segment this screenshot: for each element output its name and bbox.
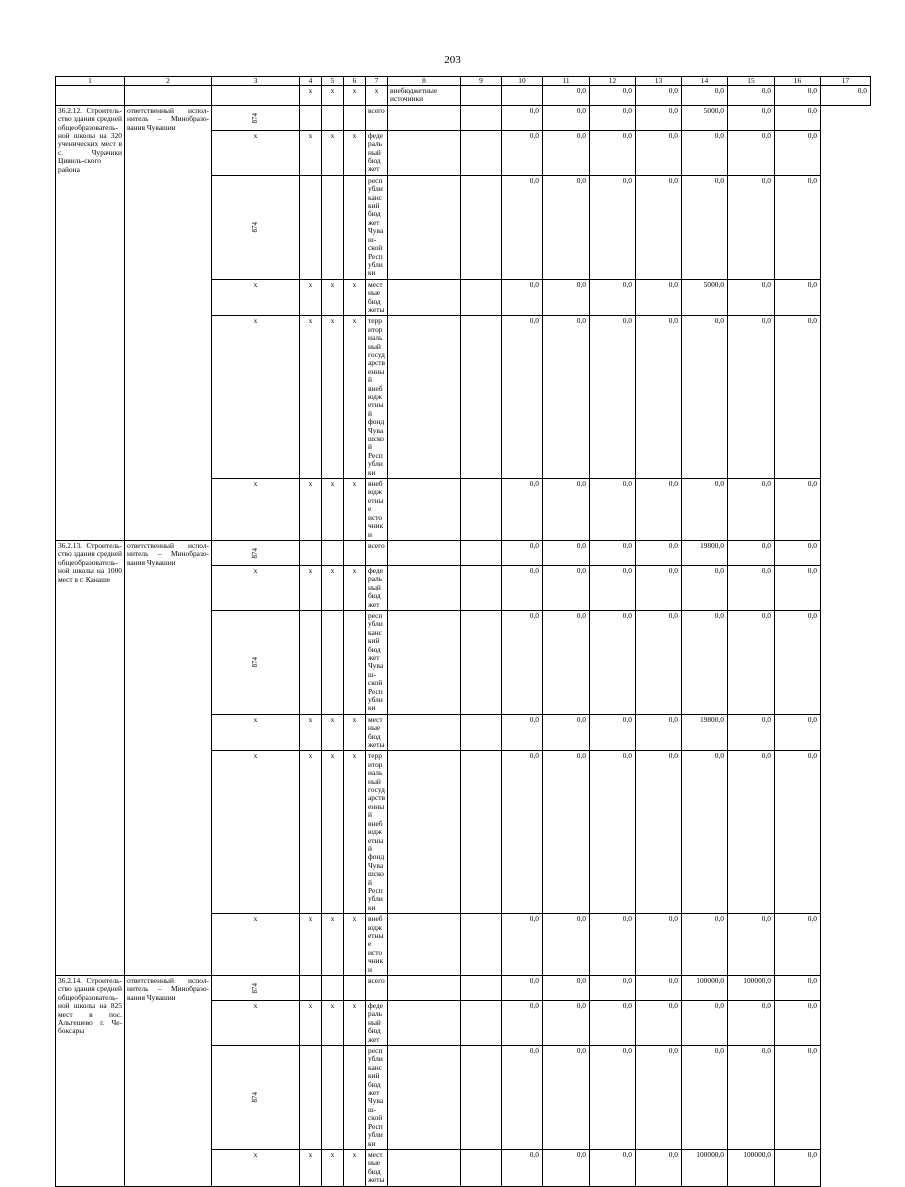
value-cell (461, 1149, 502, 1186)
code-cell: x (212, 565, 300, 610)
value-cell: 0,0 (590, 714, 636, 751)
code-cell: x (300, 130, 322, 175)
value-cell: 0,0 (682, 914, 728, 976)
value-cell: 0,0 (775, 1046, 821, 1150)
code-cell (300, 610, 322, 714)
value-cell: 0,0 (636, 1046, 682, 1150)
value-cell: 0,0 (590, 1046, 636, 1150)
value-cell: 0,0 (636, 105, 682, 130)
value-cell: 0,0 (682, 479, 728, 541)
header-cell: 3 (212, 77, 300, 86)
header-cell: 10 (502, 77, 543, 86)
value-cell (461, 1001, 502, 1046)
value-cell: 0,0 (728, 130, 775, 175)
funding-source: республиканский бюджет Чуваш-ской Республики (366, 610, 388, 714)
value-cell: 0,0 (775, 751, 821, 914)
code-cell: x (322, 279, 344, 316)
value-cell (388, 1046, 461, 1150)
ministry-code: 874 (251, 1092, 259, 1103)
value-cell: 100000,0 (682, 1149, 728, 1186)
value-cell: 0,0 (590, 316, 636, 479)
code-cell (212, 1046, 300, 1150)
value-cell: 0,0 (682, 130, 728, 175)
code-cell: x (344, 130, 366, 175)
value-cell: 0,0 (728, 751, 775, 914)
code-cell (300, 540, 322, 565)
value-cell: 0,0 (775, 105, 821, 130)
header-cell: 5 (322, 77, 344, 86)
value-cell: 0,0 (682, 565, 728, 610)
value-cell: 0,0 (728, 540, 775, 565)
value-cell: 0,0 (590, 175, 636, 279)
header-cell: 17 (821, 77, 871, 86)
code-cell: x (344, 565, 366, 610)
value-cell (388, 565, 461, 610)
funding-source: всего (366, 105, 388, 130)
value-cell: 0,0 (543, 714, 590, 751)
value-cell: 0,0 (775, 976, 821, 1001)
code-cell (322, 976, 344, 1001)
header-cell: 16 (775, 77, 821, 86)
value-cell: 0,0 (728, 565, 775, 610)
value-cell: 0,0 (728, 1001, 775, 1046)
value-cell: 0,0 (636, 1001, 682, 1046)
funding-source: территориальный государственный внебюджетный фонд Чувашской Республики (366, 751, 388, 914)
value-cell: 0,0 (502, 540, 543, 565)
code-cell: x (344, 316, 366, 479)
value-cell (388, 914, 461, 976)
code-cell: x (366, 86, 388, 106)
value-cell: 0,0 (543, 105, 590, 130)
value-cell: 0,0 (590, 540, 636, 565)
value-cell: 0,0 (590, 976, 636, 1001)
code-cell (344, 976, 366, 1001)
funding-source: федеральный бюджет (366, 1001, 388, 1046)
value-cell: 0,0 (590, 610, 636, 714)
value-cell (461, 565, 502, 610)
value-cell (461, 105, 502, 130)
code-cell: x (212, 279, 300, 316)
value-cell: 0,0 (728, 610, 775, 714)
value-cell: 19800,0 (682, 714, 728, 751)
value-cell: 0,0 (636, 316, 682, 479)
value-cell: 0,0 (636, 86, 682, 106)
code-cell: x (344, 751, 366, 914)
value-cell: 100000,0 (728, 1149, 775, 1186)
value-cell (502, 86, 543, 106)
value-cell: 0,0 (543, 976, 590, 1001)
ministry-code: 874 (251, 112, 259, 124)
code-cell: x (322, 1001, 344, 1046)
value-cell: 0,0 (728, 279, 775, 316)
code-cell (322, 540, 344, 565)
value-cell: 0,0 (590, 479, 636, 541)
code-cell: x (212, 316, 300, 479)
funding-source: местные бюджеты (366, 714, 388, 751)
value-cell: 0,0 (775, 1149, 821, 1186)
value-cell: 0,0 (775, 130, 821, 175)
value-cell (388, 479, 461, 541)
value-cell: 0,0 (728, 914, 775, 976)
value-cell (388, 714, 461, 751)
page-number: 203 (444, 54, 461, 66)
code-cell: x (344, 279, 366, 316)
value-cell: 0,0 (502, 914, 543, 976)
table-row (56, 540, 871, 565)
funding-source: федеральный бюджет (366, 565, 388, 610)
value-cell: 0,0 (502, 479, 543, 541)
code-cell: x (322, 479, 344, 541)
code-cell: x (300, 316, 322, 479)
code-cell (322, 105, 344, 130)
value-cell: 0,0 (728, 1046, 775, 1150)
code-cell: x (212, 479, 300, 541)
value-cell (461, 540, 502, 565)
header-row (56, 77, 871, 86)
value-cell: 0,0 (775, 565, 821, 610)
header-cell: 14 (682, 77, 728, 86)
value-cell: 0,0 (590, 914, 636, 976)
code-cell (344, 610, 366, 714)
value-cell: 0,0 (590, 86, 636, 106)
value-cell: 0,0 (682, 610, 728, 714)
responsible-executor: ответственный испол-нитель – Минобразо-вания Чувашии (125, 105, 212, 540)
value-cell: 0,0 (502, 175, 543, 279)
code-cell (300, 105, 322, 130)
value-cell: 0,0 (728, 105, 775, 130)
funding-source: внебюджетные источники (366, 914, 388, 976)
code-cell: x (344, 714, 366, 751)
value-cell: 0,0 (543, 175, 590, 279)
value-cell (461, 316, 502, 479)
code-cell: x (300, 714, 322, 751)
code-cell: x (322, 914, 344, 976)
value-cell (388, 610, 461, 714)
code-cell: x (322, 130, 344, 175)
header-cell: 1 (56, 77, 125, 86)
value-cell (461, 279, 502, 316)
funding-source: республиканский бюджет Чуваш-ской Республики (366, 175, 388, 279)
value-cell: 0,0 (502, 1046, 543, 1150)
value-cell: 0,0 (775, 316, 821, 479)
value-cell: 0,0 (775, 479, 821, 541)
code-cell: x (300, 86, 322, 106)
value-cell (388, 316, 461, 479)
value-cell: 0,0 (636, 130, 682, 175)
value-cell (388, 751, 461, 914)
code-cell (344, 540, 366, 565)
value-cell: 0,0 (636, 610, 682, 714)
value-cell (388, 130, 461, 175)
code-cell: x (344, 86, 366, 106)
code-cell: x (300, 914, 322, 976)
code-cell (212, 175, 300, 279)
value-cell: 0,0 (775, 1001, 821, 1046)
value-cell: 0,0 (821, 86, 871, 106)
code-cell: x (300, 279, 322, 316)
value-cell (388, 105, 461, 130)
value-cell: 0,0 (636, 1149, 682, 1186)
code-cell: x (322, 316, 344, 479)
value-cell: 0,0 (543, 1149, 590, 1186)
value-cell: 0,0 (543, 479, 590, 541)
value-cell: 0,0 (775, 610, 821, 714)
value-cell (461, 479, 502, 541)
value-cell (461, 86, 502, 106)
code-cell: x (300, 479, 322, 541)
value-cell: 0,0 (502, 565, 543, 610)
description-cell (56, 86, 125, 106)
code-cell (212, 540, 300, 565)
value-cell (461, 130, 502, 175)
code-cell: x (212, 714, 300, 751)
value-cell: 0,0 (636, 976, 682, 1001)
value-cell: 0,0 (502, 976, 543, 1001)
value-cell: 0,0 (590, 105, 636, 130)
code-cell (212, 105, 300, 130)
code-cell (344, 105, 366, 130)
value-cell: 0,0 (590, 751, 636, 914)
ministry-code: 874 (251, 982, 259, 994)
code-cell: x (322, 565, 344, 610)
code-cell: x (300, 751, 322, 914)
value-cell: 0,0 (636, 540, 682, 565)
value-cell: 0,0 (543, 610, 590, 714)
value-cell: 0,0 (590, 279, 636, 316)
value-cell: 0,0 (543, 279, 590, 316)
value-cell: 0,0 (775, 279, 821, 316)
value-cell: 0,0 (636, 479, 682, 541)
value-cell: 0,0 (502, 279, 543, 316)
code-cell: x (344, 1001, 366, 1046)
empty-cell (212, 86, 300, 106)
value-cell: 0,0 (502, 751, 543, 914)
funding-source: местные бюджеты (366, 1149, 388, 1186)
value-cell: 0,0 (775, 714, 821, 751)
budget-table (55, 76, 871, 1187)
value-cell: 0,0 (636, 714, 682, 751)
value-cell: 0,0 (543, 1046, 590, 1150)
value-cell: 0,0 (682, 1046, 728, 1150)
value-cell: 0,0 (543, 751, 590, 914)
responsible-cell (125, 86, 212, 106)
value-cell: 5000,0 (682, 279, 728, 316)
table-row (56, 976, 871, 1001)
responsible-executor: ответственный испол-нитель – Минобразо-вания Чувашии (125, 540, 212, 975)
code-cell (212, 976, 300, 1001)
value-cell: 0,0 (502, 316, 543, 479)
value-cell: 0,0 (590, 565, 636, 610)
funding-source: внебюджетные источники (388, 86, 461, 106)
value-cell: 0,0 (775, 86, 821, 106)
code-cell: x (300, 565, 322, 610)
header-cell: 11 (543, 77, 590, 86)
funding-source: местные бюджеты (366, 279, 388, 316)
value-cell: 0,0 (682, 316, 728, 479)
code-cell: x (344, 479, 366, 541)
project-description: 36.2.14. Строитель-ство здания средней общеобразователь-ной школы на 825 мест в пос. Альгешево г. Че-боксары (56, 976, 125, 1187)
code-cell: x (322, 751, 344, 914)
header-cell: 9 (461, 77, 502, 86)
value-cell: 0,0 (682, 1001, 728, 1046)
value-cell: 0,0 (543, 540, 590, 565)
header-cell: 6 (344, 77, 366, 86)
value-cell: 0,0 (543, 565, 590, 610)
value-cell (461, 976, 502, 1001)
funding-source: всего (366, 540, 388, 565)
value-cell: 0,0 (590, 1001, 636, 1046)
value-cell: 0,0 (543, 86, 590, 106)
value-cell: 0,0 (636, 565, 682, 610)
value-cell: 100000,0 (728, 976, 775, 1001)
value-cell (388, 175, 461, 279)
funding-source: внебюджетные источники (366, 479, 388, 541)
value-cell: 0,0 (728, 175, 775, 279)
value-cell (388, 976, 461, 1001)
value-cell (388, 540, 461, 565)
value-cell: 0,0 (682, 86, 728, 106)
code-cell: x (212, 751, 300, 914)
code-cell: x (322, 1149, 344, 1186)
value-cell: 0,0 (543, 316, 590, 479)
ministry-code: 874 (251, 222, 259, 233)
value-cell: 0,0 (502, 105, 543, 130)
value-cell (388, 1149, 461, 1186)
value-cell: 0,0 (543, 130, 590, 175)
value-cell (461, 175, 502, 279)
value-cell: 19800,0 (682, 540, 728, 565)
table-row (56, 105, 871, 130)
code-cell: x (300, 1149, 322, 1186)
value-cell: 0,0 (502, 714, 543, 751)
value-cell: 0,0 (502, 610, 543, 714)
code-cell: x (300, 1001, 322, 1046)
value-cell (388, 1001, 461, 1046)
funding-source: территориальный государственный внебюджетный фонд Чувашской Республики (366, 316, 388, 479)
value-cell: 0,0 (775, 914, 821, 976)
header-cell: 13 (636, 77, 682, 86)
code-cell: x (344, 914, 366, 976)
code-cell: x (322, 714, 344, 751)
value-cell (388, 279, 461, 316)
value-cell: 0,0 (682, 751, 728, 914)
code-cell (344, 1046, 366, 1150)
funding-source: федеральный бюджет (366, 130, 388, 175)
value-cell: 0,0 (636, 751, 682, 914)
header-cell: 4 (300, 77, 322, 86)
responsible-executor: ответственный испол-нитель – Минобразо-вания Чувашии (125, 976, 212, 1187)
code-cell: x (212, 130, 300, 175)
code-cell: x (344, 1149, 366, 1186)
value-cell (461, 610, 502, 714)
code-cell: x (322, 86, 344, 106)
header-cell: 7 (366, 77, 388, 86)
code-cell (300, 1046, 322, 1150)
value-cell: 0,0 (543, 914, 590, 976)
header-cell: 2 (125, 77, 212, 86)
code-cell (322, 175, 344, 279)
value-cell (461, 714, 502, 751)
value-cell: 0,0 (728, 86, 775, 106)
code-cell (212, 610, 300, 714)
value-cell: 0,0 (682, 175, 728, 279)
value-cell: 5000,0 (682, 105, 728, 130)
value-cell: 0,0 (636, 914, 682, 976)
value-cell: 0,0 (590, 130, 636, 175)
value-cell: 0,0 (502, 130, 543, 175)
project-description: 36.2.12. Строитель-ство здания средней общеобразователь-ной школы на 320 ученических мест в с. Чурачики Цивиль-ского района (56, 105, 125, 540)
code-cell (344, 175, 366, 279)
ministry-code: 874 (251, 547, 259, 559)
value-cell: 0,0 (728, 714, 775, 751)
code-cell: x (212, 914, 300, 976)
code-cell: x (212, 1001, 300, 1046)
funding-source: всего (366, 976, 388, 1001)
code-cell: x (212, 1149, 300, 1186)
value-cell: 0,0 (775, 175, 821, 279)
value-cell: 100000,0 (682, 976, 728, 1001)
value-cell: 0,0 (775, 540, 821, 565)
header-cell: 8 (388, 77, 461, 86)
value-cell (461, 914, 502, 976)
value-cell: 0,0 (502, 1149, 543, 1186)
value-cell: 0,0 (728, 479, 775, 541)
value-cell (461, 751, 502, 914)
value-cell: 0,0 (728, 316, 775, 479)
project-description: 36.2.13. Строитель-ство здания средней общеобразователь-ной школы на 1000 мест в г. Канаше (56, 540, 125, 975)
value-cell: 0,0 (590, 1149, 636, 1186)
value-cell: 0,0 (543, 1001, 590, 1046)
ministry-code: 874 (251, 657, 259, 668)
code-cell (300, 175, 322, 279)
code-cell (300, 976, 322, 1001)
code-cell (322, 610, 344, 714)
funding-source: республиканский бюджет Чуваш-ской Республики (366, 1046, 388, 1150)
value-cell (461, 1046, 502, 1150)
value-cell: 0,0 (636, 175, 682, 279)
value-cell: 0,0 (502, 1001, 543, 1046)
code-cell (322, 1046, 344, 1150)
value-cell: 0,0 (636, 279, 682, 316)
table-row (56, 86, 871, 106)
header-cell: 15 (728, 77, 775, 86)
header-cell: 12 (590, 77, 636, 86)
